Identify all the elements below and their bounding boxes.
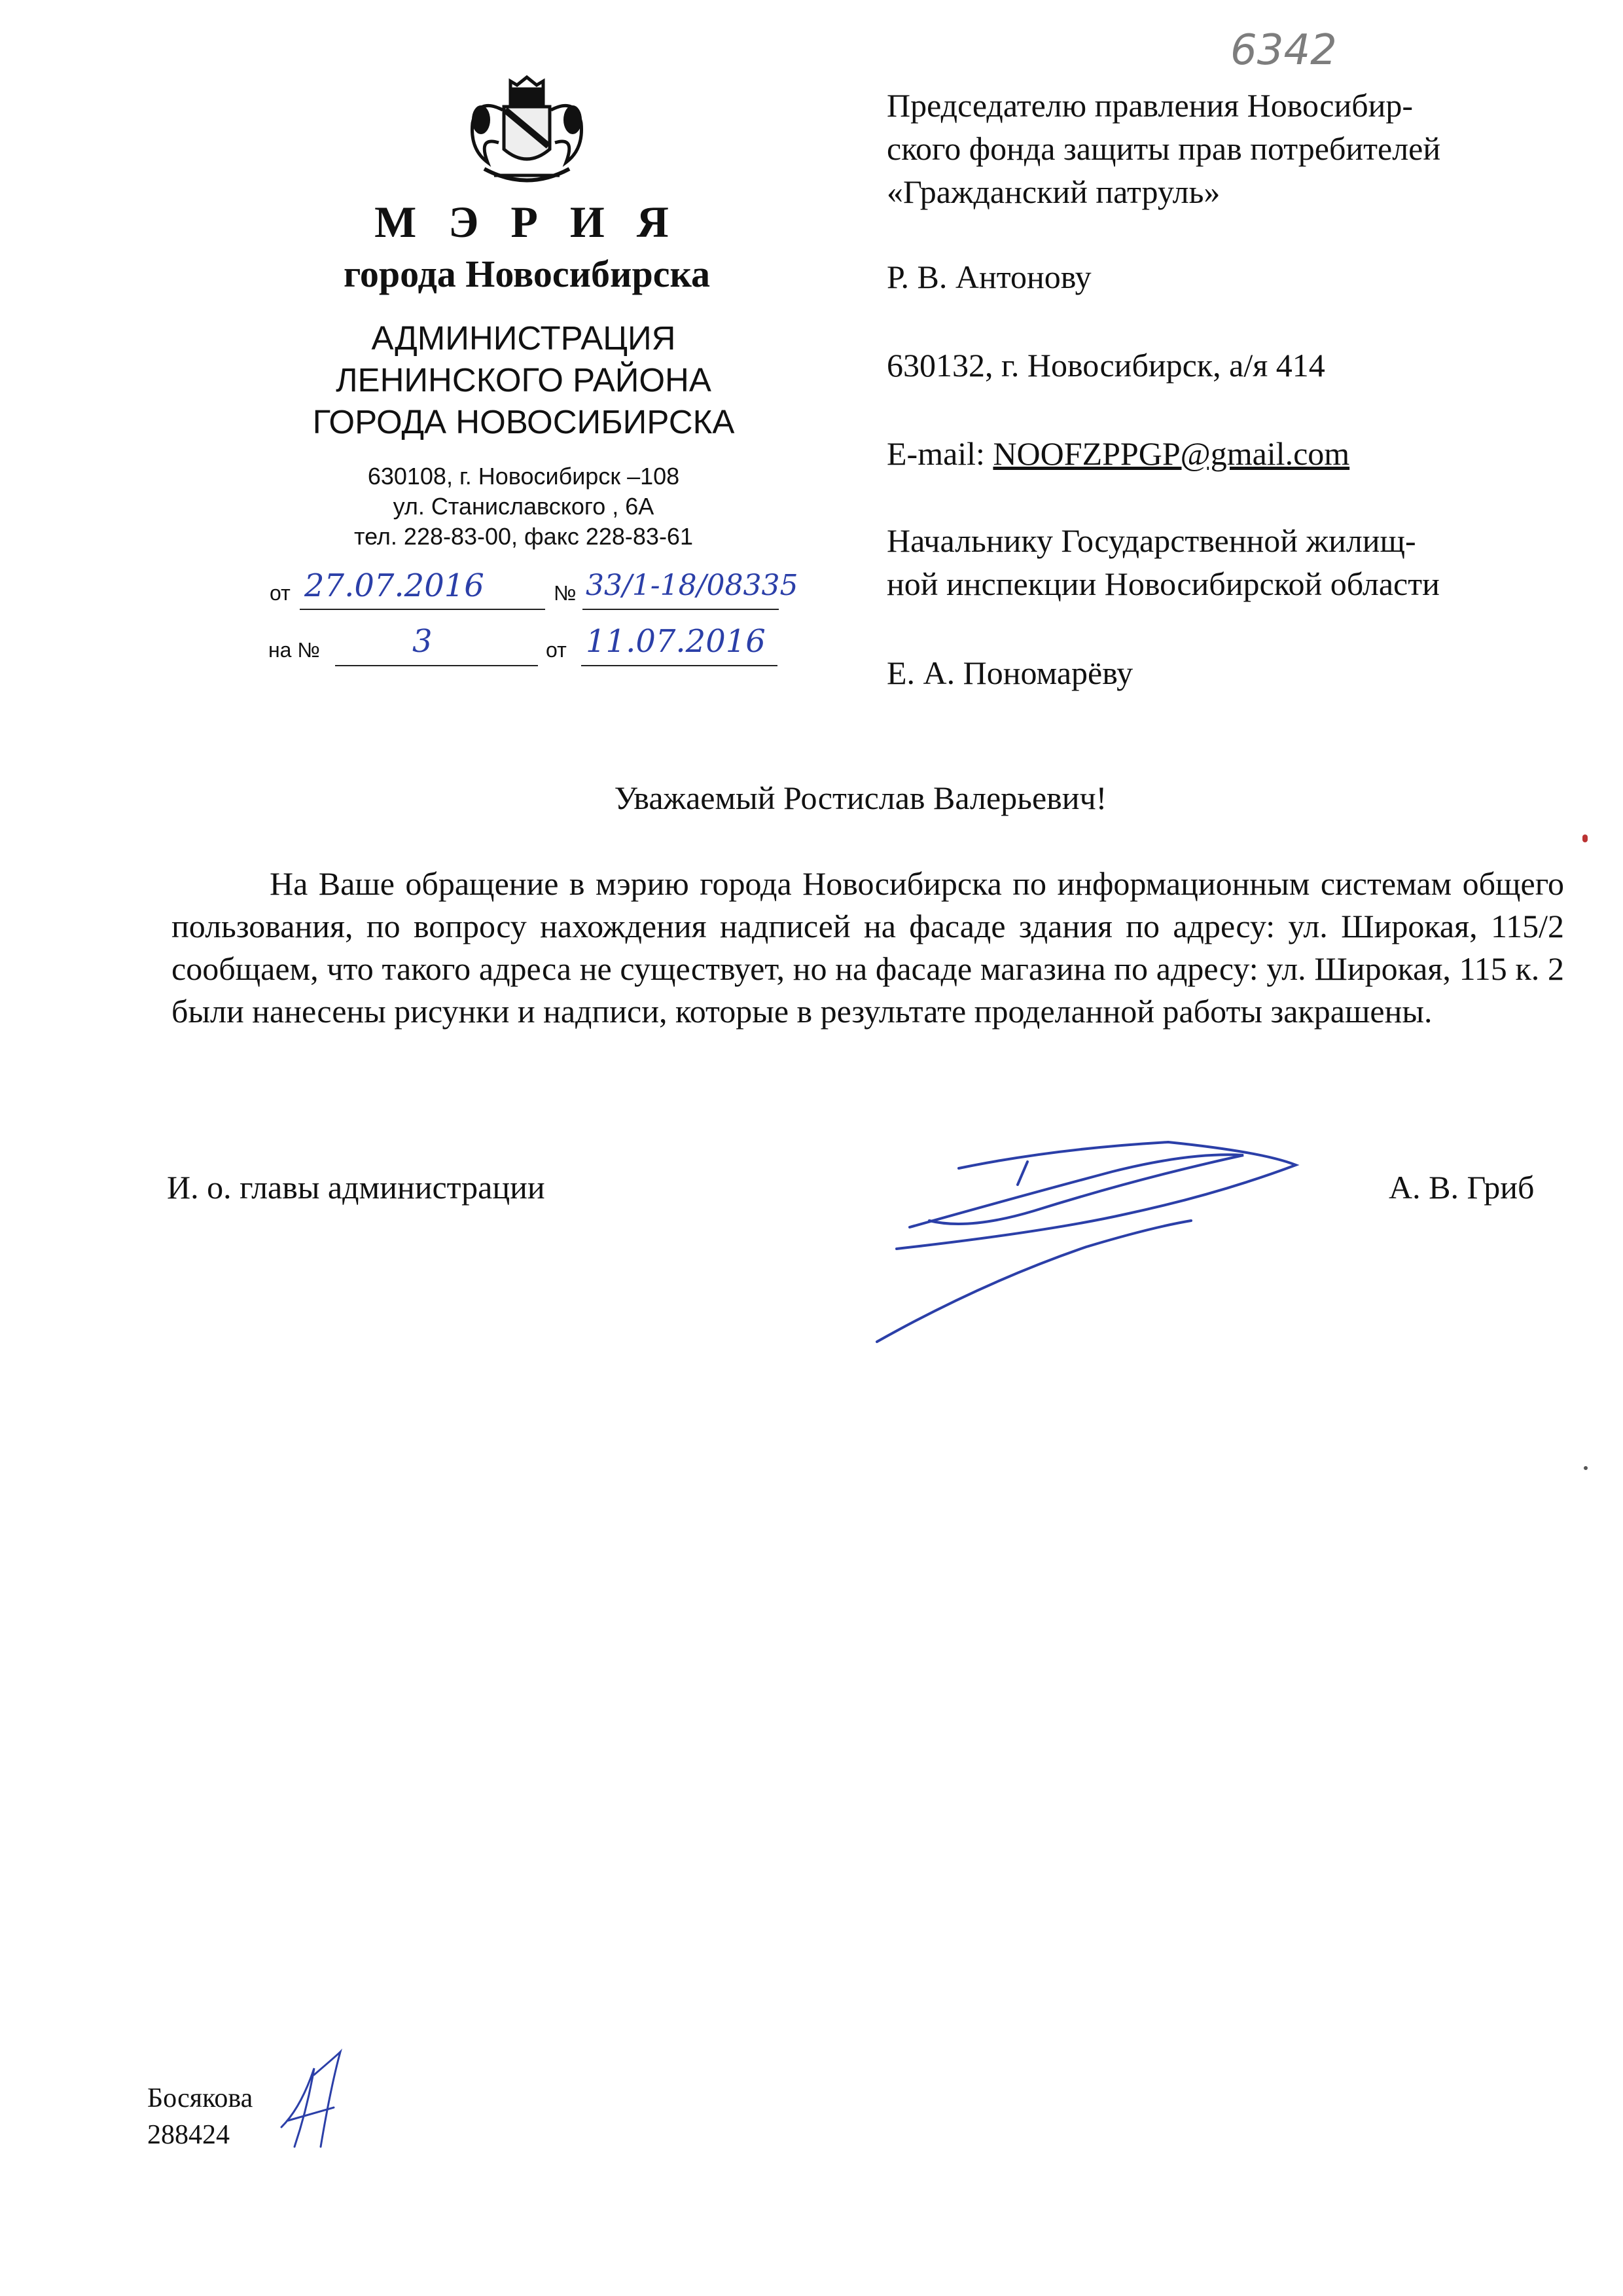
number-handwritten: 33/1-18/08335 <box>586 569 798 602</box>
recipient1-line: Председателю правления Новосибир- <box>887 87 1414 124</box>
incoming-stamp-number: 6342 <box>1230 26 1337 75</box>
letterhead-title: М Э Р И Я <box>374 197 679 247</box>
letterhead-address <box>275 461 772 552</box>
executor-name: Босякова <box>147 2083 253 2113</box>
recipient1-postal-address: 630132, г. Новосибирск, а/я 414 <box>887 347 1325 384</box>
letterhead-city: города Новосибирска <box>343 253 711 295</box>
executor-phone: 288424 <box>147 2120 230 2150</box>
greeting: Уважаемый Ростислав Валерьевич! <box>614 780 1107 816</box>
scan-speck <box>1582 834 1588 842</box>
letterhead-administration <box>262 317 785 443</box>
number-label: № <box>554 581 577 605</box>
recipient2-name: Е. А. Пономарёву <box>887 655 1133 691</box>
signatory-name: А. В. Гриб <box>1389 1169 1535 1206</box>
executor-initials-scribble <box>275 2049 353 2160</box>
recipient2-title <box>887 519 1580 605</box>
recipient2-line: ной инспекции Новосибирской области <box>887 565 1440 602</box>
signatory-position: И. о. главы администрации <box>167 1169 545 1206</box>
administration-line: ЛЕНИНСКОГО РАЙОНА <box>336 361 711 399</box>
signature-scribble <box>851 1086 1322 1348</box>
address-line: ул. Станиславского , 6А <box>393 493 654 520</box>
reply-date-label: от <box>546 638 567 662</box>
address-line: тел. 228-83-00, факс 228-83-61 <box>354 523 693 550</box>
recipient1-email <box>887 432 1580 475</box>
date-label: от <box>270 581 291 605</box>
recipient1-line: ского фонда защиты прав потребителей <box>887 130 1441 167</box>
recipient1-name: Р. В. Антонову <box>887 259 1092 295</box>
email-link[interactable]: NOOFZPPGP@gmail.com <box>993 435 1350 472</box>
recipient1-line: «Гражданский патруль» <box>887 173 1221 210</box>
email-label: E-mail: <box>887 435 993 472</box>
executor-info <box>147 2080 253 2153</box>
scan-speck <box>1584 1466 1588 1470</box>
date-handwritten: 27.07.2016 <box>304 567 484 604</box>
reply-number-line <box>335 636 538 666</box>
recipient2-line: Начальнику Государственной жилищ- <box>887 522 1416 559</box>
city-coat-of-arms-emblem <box>458 71 596 192</box>
letter-body: На Ваше обращение в мэрию города Новосибирска по информационным системам общего пользования, по вопросу нахождения надписей на фасаде здания по адресу: ул. Широкая, 115/2 сообщаем, что такого адреса не существует, но на фасаде магазина по адресу: ул. Широкая, 115 к. 2 были нанесены рисунки и надписи, которые в результате проделанной работы закрашены. <box>171 865 1564 1030</box>
administration-line: АДМИНИСТРАЦИЯ <box>371 319 676 357</box>
reply-number-handwritten: 3 <box>412 623 433 660</box>
address-line: 630108, г. Новосибирск –108 <box>367 463 680 490</box>
administration-line: ГОРОДА НОВОСИБИРСКА <box>312 403 735 440</box>
reply-label: на № <box>268 638 320 662</box>
recipient1-title <box>887 84 1580 213</box>
reply-date-handwritten: 11.07.2016 <box>586 623 766 660</box>
